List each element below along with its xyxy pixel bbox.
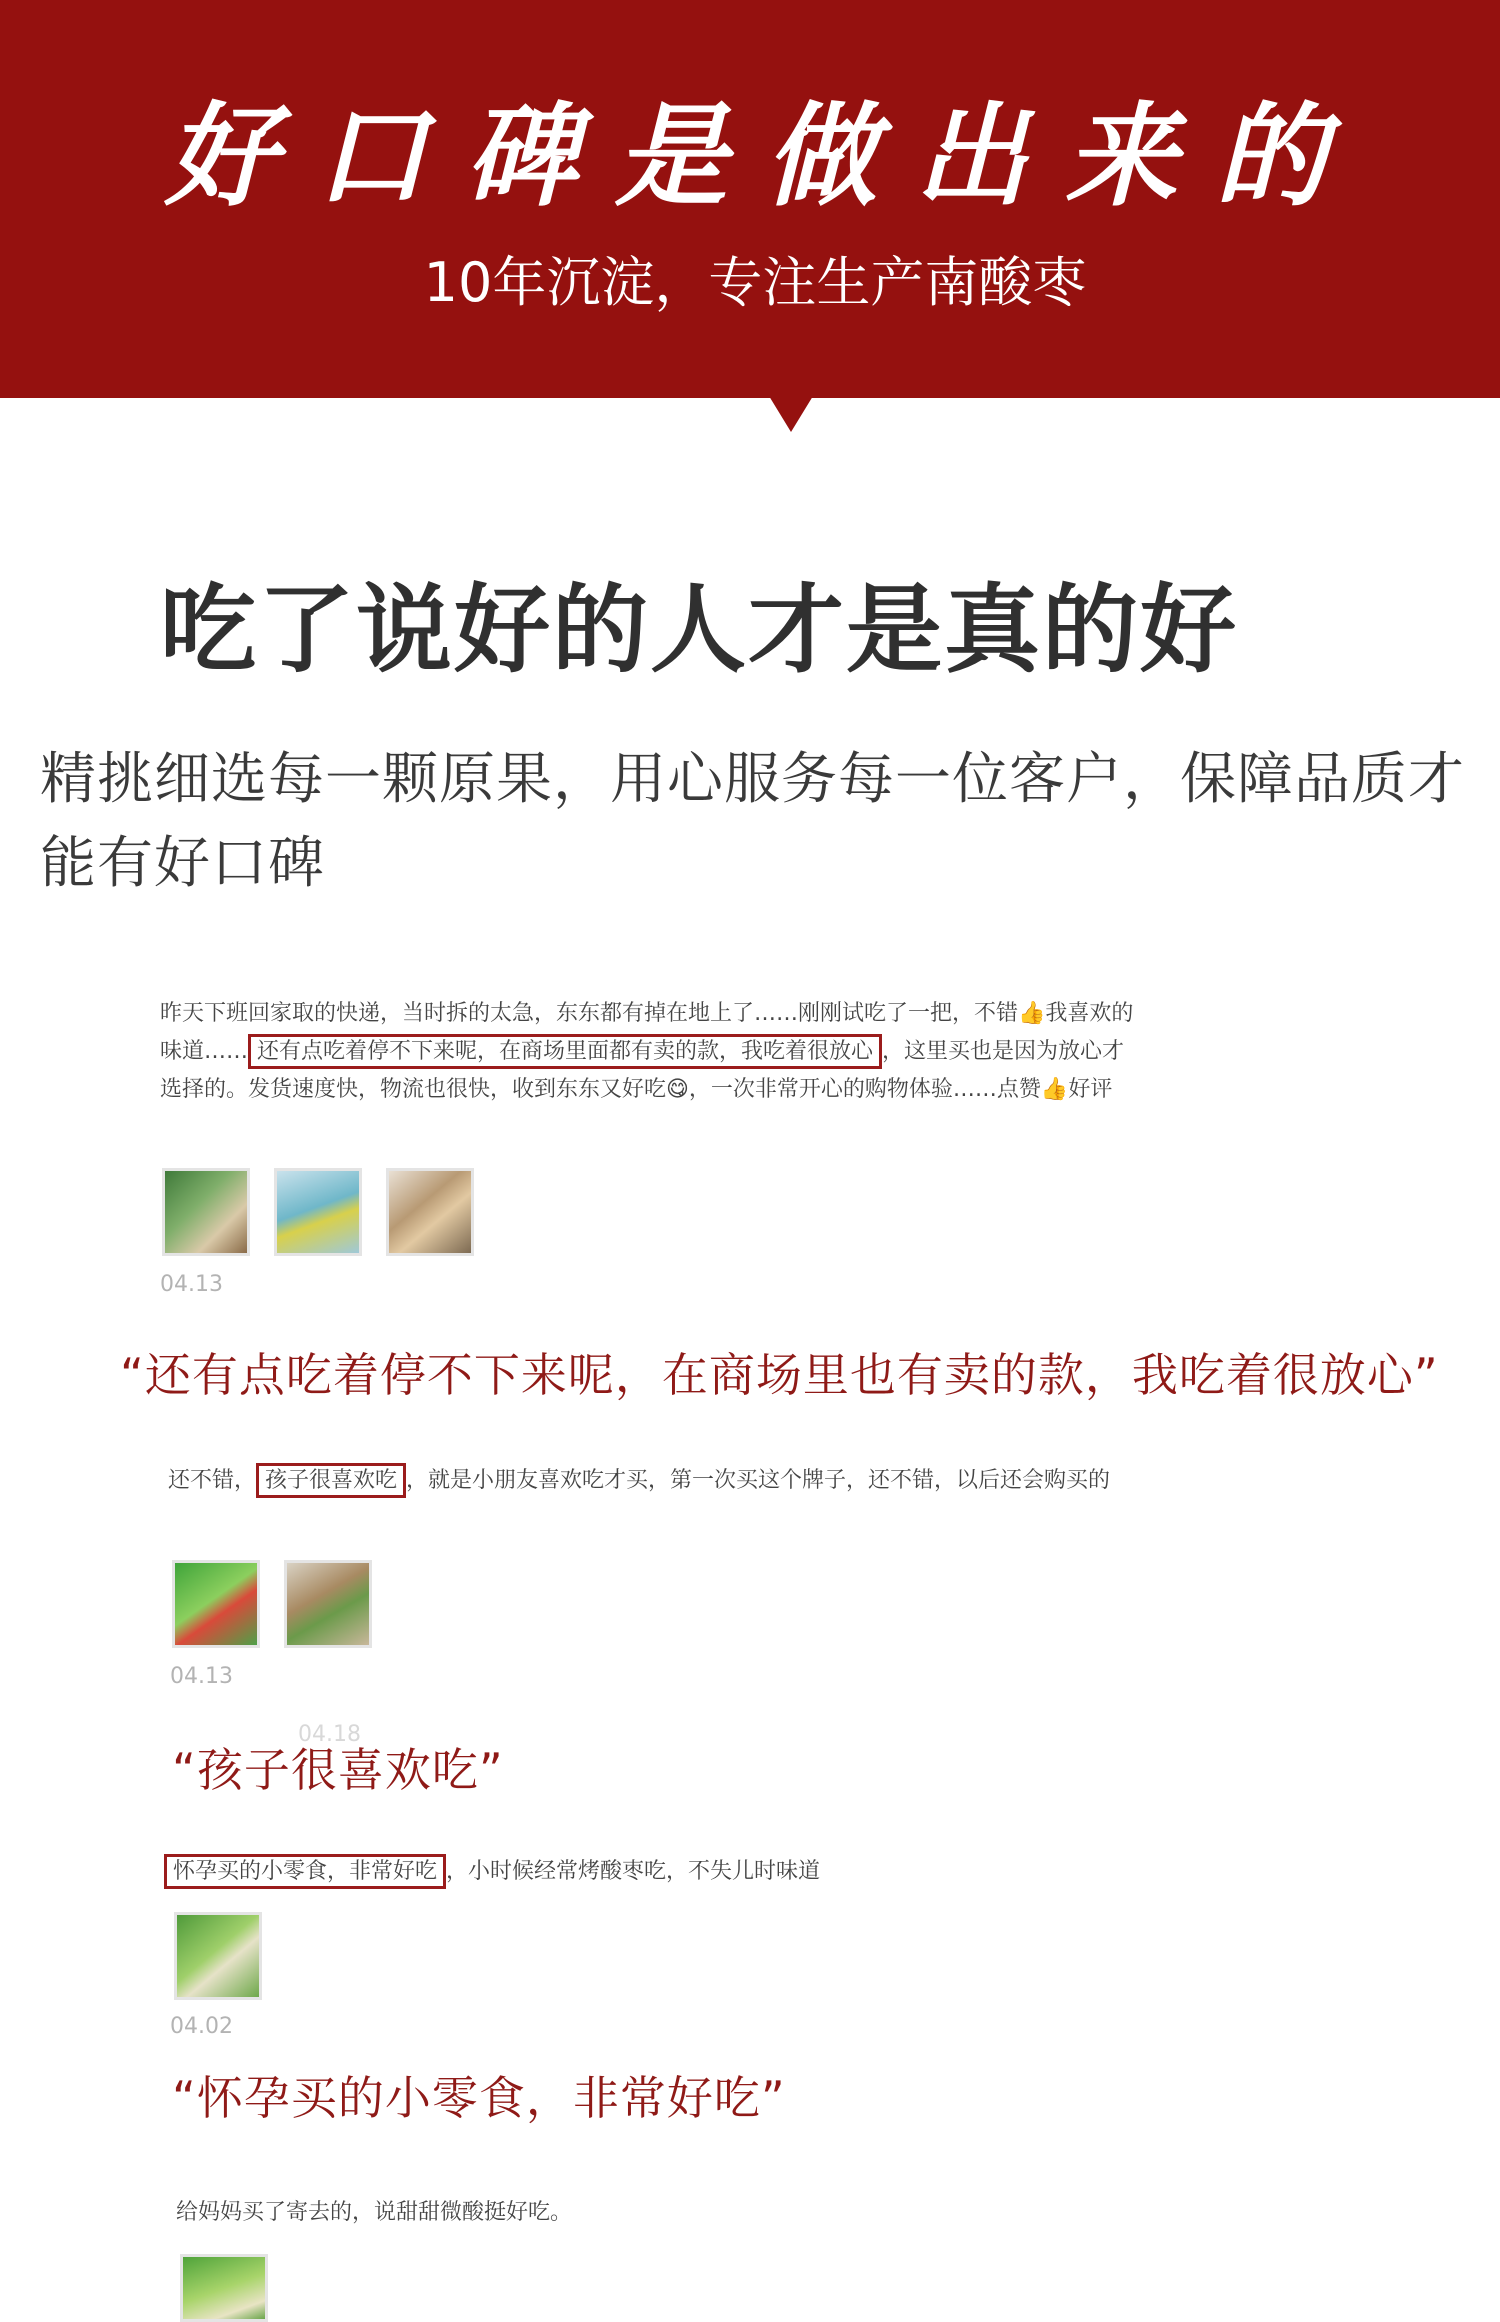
review-highlight: 怀孕买的小零食，非常好吃 [164,1854,446,1889]
header-banner [0,0,1500,398]
review-photo[interactable] [274,1168,362,1256]
review-highlight: 还有点吃着停不下来呢，在商场里面都有卖的款，我吃着很放心 [248,1034,882,1069]
review-date: 04.13 [160,1272,223,1297]
review-text-after: ，这里买也是因为放心才选择的。发货速度快，物流也很快，收到东东又好吃😋，一次非常开心的购物体验……点赞👍好评 [160,1039,1125,1102]
banner-subtitle: 10年沉淀，专注生产南酸枣 [423,251,1087,314]
review-text-before: 还不错， [168,1468,257,1493]
review-quote: “还有点吃着停不下来呢，在商场里也有卖的款，我吃着很放心” [120,1348,1439,1402]
review-photo[interactable] [386,1168,474,1256]
review-text-after: ，就是小朋友喜欢吃才买，第一次买这个牌子，还不错，以后还会购买的 [406,1468,1111,1493]
review-photo[interactable] [284,1560,372,1648]
review-photo[interactable] [174,1912,262,2000]
review-photo[interactable] [162,1168,250,1256]
review-text [168,1462,1168,1500]
intro-text: 精挑细选每一颗原果，用心服务每一位客户，保障品质才能有好口碑 [40,747,1465,896]
review-text-after: ，小时候经常烤酸枣吃，不失儿时味道 [446,1859,821,1884]
review-date: 04.13 [170,1664,233,1689]
review-text [164,1853,1164,1891]
review-text-before: 昨天下班回家取的快递，当时拆的太急，东东都有掉在地上了……刚刚试吃了一把，不错👍我喜欢的味道…… [160,1001,1134,1064]
headline: 吃了说好的人才是真的好 [160,574,1238,686]
review-quote: “孩子很喜欢吃” [172,1743,504,1797]
banner-arrow [769,396,813,432]
review-text-before: 给妈妈买了寄去的，说甜甜微酸挺好吃。 [176,2200,573,2225]
review-text [160,995,1140,1109]
review-date: 04.02 [170,2014,233,2039]
review-photo[interactable] [180,2254,268,2322]
review-highlight: 孩子很喜欢吃 [256,1463,406,1498]
review-quote: “怀孕买的小零食，非常好吃” [172,2071,786,2125]
review-photo[interactable] [172,1560,260,1648]
review-date-faded: 04.18 [298,1722,361,1747]
review-text [176,2194,1176,2232]
banner-title: 好口碑是做出来的 [165,91,1365,222]
